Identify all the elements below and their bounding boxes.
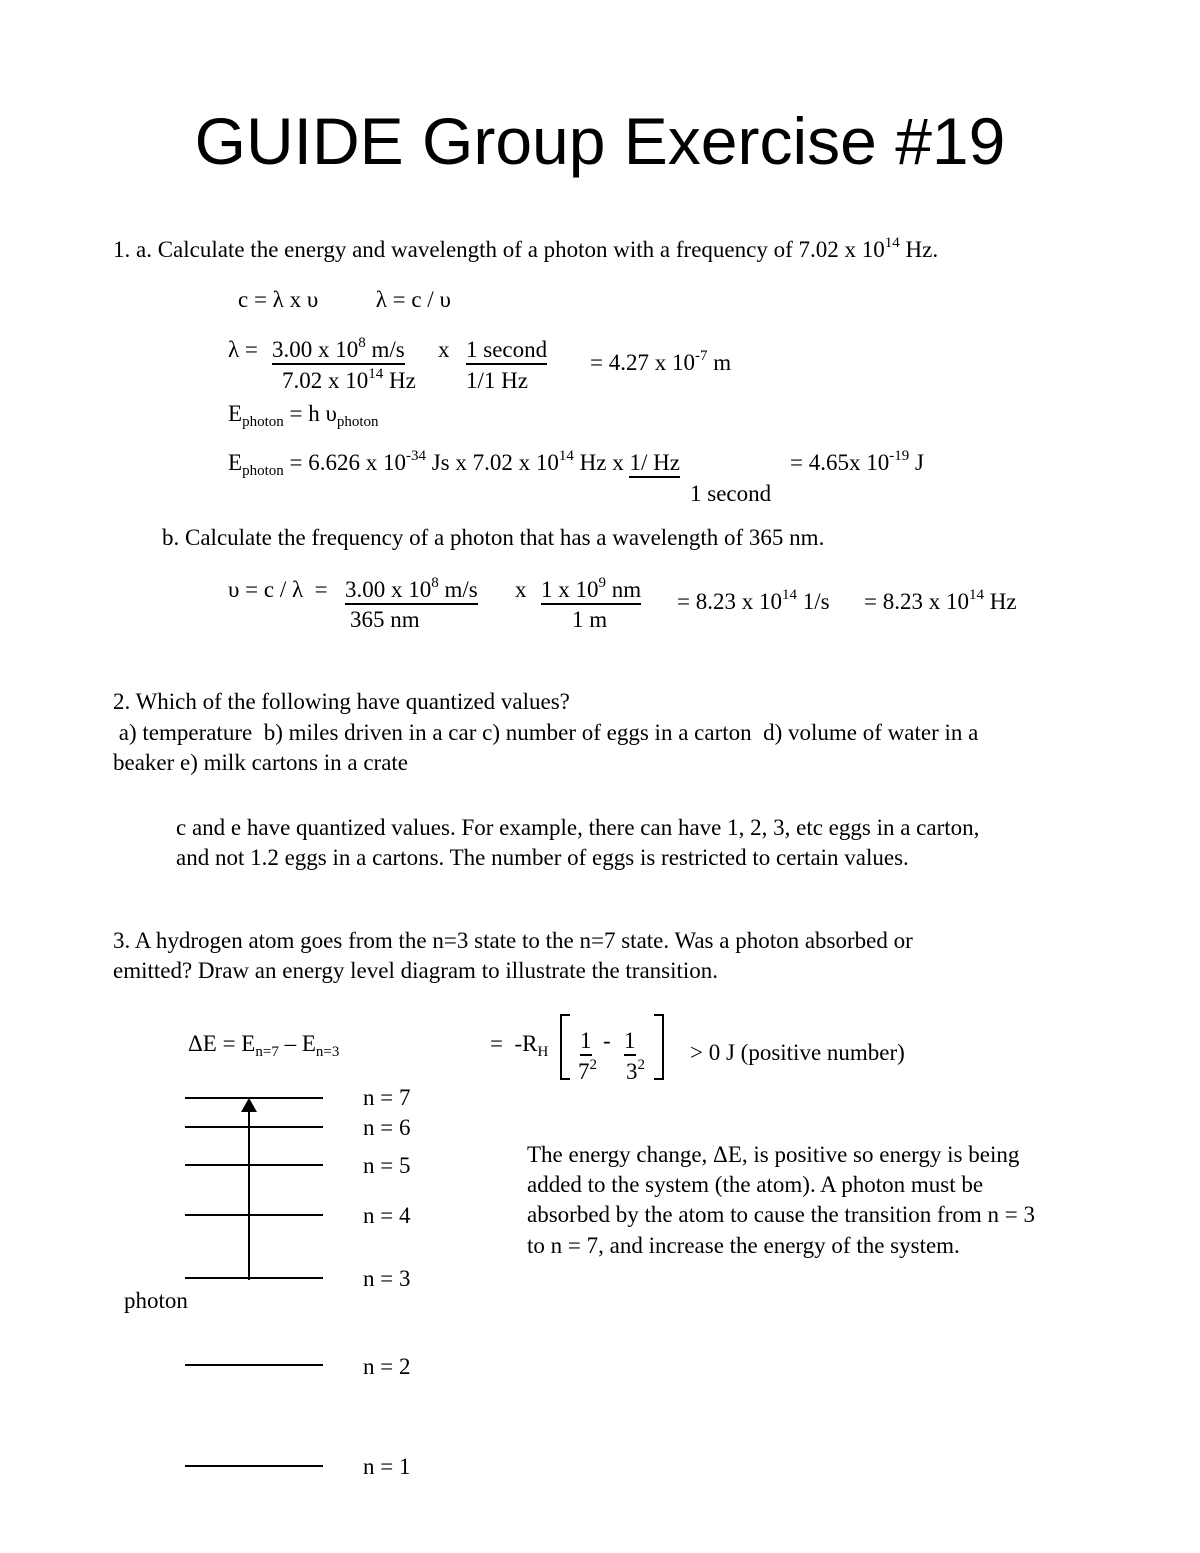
level-line-n1 xyxy=(185,1465,323,1467)
nu-numerator-unit: m/s xyxy=(438,577,478,602)
q2-answer-line-2: and not 1.2 eggs in a cartons. The number of eggs is restricted to certain values. xyxy=(176,845,909,870)
q2-options-line-2: beaker e) milk cartons in a crate xyxy=(113,750,409,775)
fraction-1-numerator xyxy=(580,1029,592,1052)
fraction-1-denominator-exponent: 2 xyxy=(589,1057,597,1073)
right-bracket xyxy=(654,1014,664,1080)
level-line-n2 xyxy=(185,1364,323,1366)
ecalc-exponent-1: -34 xyxy=(405,448,426,464)
fraction-2-denominator-exponent: 2 xyxy=(637,1057,645,1073)
nu-result-2-unit: Hz xyxy=(983,589,1017,614)
fraction-1-numerator-text: 1 xyxy=(580,1028,592,1056)
page-title: GUIDE Group Exercise #19 xyxy=(194,104,1006,178)
lambda-label: λ = xyxy=(228,337,258,362)
rydberg-prefix-text: = -R xyxy=(490,1031,538,1056)
up-arrow-icon xyxy=(241,1098,257,1112)
conversion-numerator xyxy=(466,338,547,361)
q3-prompt-line-2: emitted? Draw an energy level diagram to illustrate the transition. xyxy=(113,958,719,983)
lambda-numerator-unit: m/s xyxy=(365,337,405,362)
q3-prompt-line-1: 3. A hydrogen atom goes from the n=3 state to the n=7 state. Was a photon absorbed or xyxy=(113,928,913,953)
nu-conversion-numerator-exponent: 9 xyxy=(598,575,606,591)
q2-options-line-1: a) temperature b) miles driven in a car c) number of eggs in a carton d) volume of water in a xyxy=(113,720,979,745)
nu-result-2-text: = 8.23 x 10 xyxy=(864,589,969,614)
ephoton-E: E xyxy=(228,401,243,426)
ecalc-conversion-denominator: 1 second xyxy=(690,481,772,506)
delta-e-subscript-2: n=3 xyxy=(315,1044,340,1060)
nu-result-2 xyxy=(864,587,1017,614)
nu-result-1-text: = 8.23 x 10 xyxy=(677,589,782,614)
photon-label: photon xyxy=(124,1288,188,1313)
delta-e-text: ΔE = E xyxy=(188,1031,256,1056)
lambda-denominator xyxy=(282,366,416,393)
nu-result-1 xyxy=(677,587,830,614)
ecalc-equals: = 6.626 x 10 xyxy=(283,450,406,475)
level-line-n4 xyxy=(185,1214,323,1216)
lambda-result-exponent: -7 xyxy=(694,348,708,364)
nu-numerator xyxy=(345,575,478,602)
lambda-numerator xyxy=(272,335,405,362)
rydberg-result: > 0 J (positive number) xyxy=(690,1040,905,1065)
level-label-n7: n = 7 xyxy=(363,1085,411,1110)
ecalc-hz: Hz x xyxy=(573,450,630,475)
ephoton-result xyxy=(790,448,924,475)
fraction-1-denominator xyxy=(578,1057,597,1084)
ephoton-result-exponent: -19 xyxy=(889,448,910,464)
nu-conversion-numerator xyxy=(541,575,642,602)
lambda-result xyxy=(590,348,732,375)
ecalc-exponent-2: 14 xyxy=(558,448,574,464)
rydberg-subscript: H xyxy=(537,1044,549,1060)
q1a-relations: c = λ x υ λ = c / υ xyxy=(238,287,451,312)
q2-prompt: 2. Which of the following have quantized values? xyxy=(113,689,570,714)
ecalc-E: E xyxy=(228,450,243,475)
lambda-denominator-unit: Hz xyxy=(383,368,416,393)
ecalc-conversion-numerator: 1/ Hz xyxy=(629,450,679,478)
ephoton-nu-subscript: photon xyxy=(336,414,379,430)
lambda-denominator-text: 7.02 x 10 xyxy=(282,368,369,393)
delta-e-expression xyxy=(188,1031,340,1060)
ephoton-result-unit: J xyxy=(909,450,924,475)
q1a-prompt-end: Hz. xyxy=(899,237,939,262)
times-sign-2: x xyxy=(515,577,527,602)
explanation-line-4: to n = 7, and increase the energy of the system. xyxy=(527,1233,960,1258)
nu-conversion-numerator-text: 1 x 10 xyxy=(541,577,599,602)
level-label-n3: n = 3 xyxy=(363,1266,411,1291)
minus-sign: - xyxy=(603,1028,611,1053)
ecalc-subscript: photon xyxy=(242,463,284,479)
delta-e-subscript-1: n=7 xyxy=(255,1044,279,1060)
nu-conversion-numerator-unit: nm xyxy=(606,577,642,602)
level-label-n2: n = 2 xyxy=(363,1354,411,1379)
fraction-2-denominator-base: 3 xyxy=(626,1059,638,1084)
conversion-denominator: 1/1 Hz xyxy=(466,368,528,393)
q1b-prompt: b. Calculate the frequency of a photon that has a wavelength of 365 nm. xyxy=(162,525,825,550)
transition-arrow-shaft xyxy=(248,1110,250,1280)
level-label-n4: n = 4 xyxy=(363,1203,411,1228)
lambda-numerator-exponent: 8 xyxy=(358,335,366,351)
ephoton-subscript: photon xyxy=(242,414,284,430)
level-line-n3 xyxy=(185,1277,323,1279)
delta-e-minus: – E xyxy=(278,1031,316,1056)
q1a-prompt-exponent: 14 xyxy=(884,235,900,251)
nu-result-2-exponent: 14 xyxy=(968,587,984,603)
fraction-1-denominator-base: 7 xyxy=(578,1059,590,1084)
ephoton-equals: = h υ xyxy=(283,401,337,426)
nu-result-1-exponent: 14 xyxy=(781,587,797,603)
ephoton-result-text: = 4.65x 10 xyxy=(790,450,890,475)
ephoton-calculation xyxy=(228,448,680,479)
explanation-line-1: The energy change, ΔE, is positive so energy is being xyxy=(527,1142,1020,1167)
lambda-numerator-text: 3.00 x 10 xyxy=(272,337,359,362)
explanation-line-3: absorbed by the atom to cause the transition from n = 3 xyxy=(527,1202,1035,1227)
nu-label: υ = c / λ = xyxy=(228,577,334,602)
level-label-n5: n = 5 xyxy=(363,1153,411,1178)
q1a-prompt xyxy=(113,235,939,262)
nu-denominator: 365 nm xyxy=(350,607,420,632)
ephoton-formula xyxy=(228,401,379,430)
nu-result-1-unit: 1/s xyxy=(796,589,830,614)
nu-conversion-denominator: 1 m xyxy=(572,607,608,632)
nu-numerator-text: 3.00 x 10 xyxy=(345,577,432,602)
level-line-n5 xyxy=(185,1164,323,1166)
level-label-n6: n = 6 xyxy=(363,1115,411,1140)
q1a-prompt-text: 1. a. Calculate the energy and wavelength of a photon with a frequency of 7.02 x 10 xyxy=(113,237,885,262)
level-line-n6 xyxy=(185,1126,323,1128)
fraction-2-numerator-text: 1 xyxy=(624,1028,636,1056)
lambda-result-unit: m xyxy=(707,350,732,375)
nu-numerator-exponent: 8 xyxy=(431,575,439,591)
level-label-n1: n = 1 xyxy=(363,1454,411,1479)
lambda-denominator-exponent: 14 xyxy=(368,366,384,382)
fraction-2-denominator xyxy=(626,1057,645,1084)
ecalc-middle: Js x 7.02 x 10 xyxy=(425,450,559,475)
rydberg-prefix xyxy=(490,1031,549,1060)
fraction-2-numerator xyxy=(624,1029,636,1052)
times-sign-1: x xyxy=(438,337,450,362)
q2-answer-line-1: c and e have quantized values. For example, there can have 1, 2, 3, etc eggs in a carton, xyxy=(176,815,980,840)
lambda-result-text: = 4.27 x 10 xyxy=(590,350,695,375)
conversion-numerator-text: 1 second xyxy=(466,337,547,365)
left-bracket xyxy=(560,1014,570,1080)
explanation-line-2: added to the system (the atom). A photon must be xyxy=(527,1172,984,1197)
